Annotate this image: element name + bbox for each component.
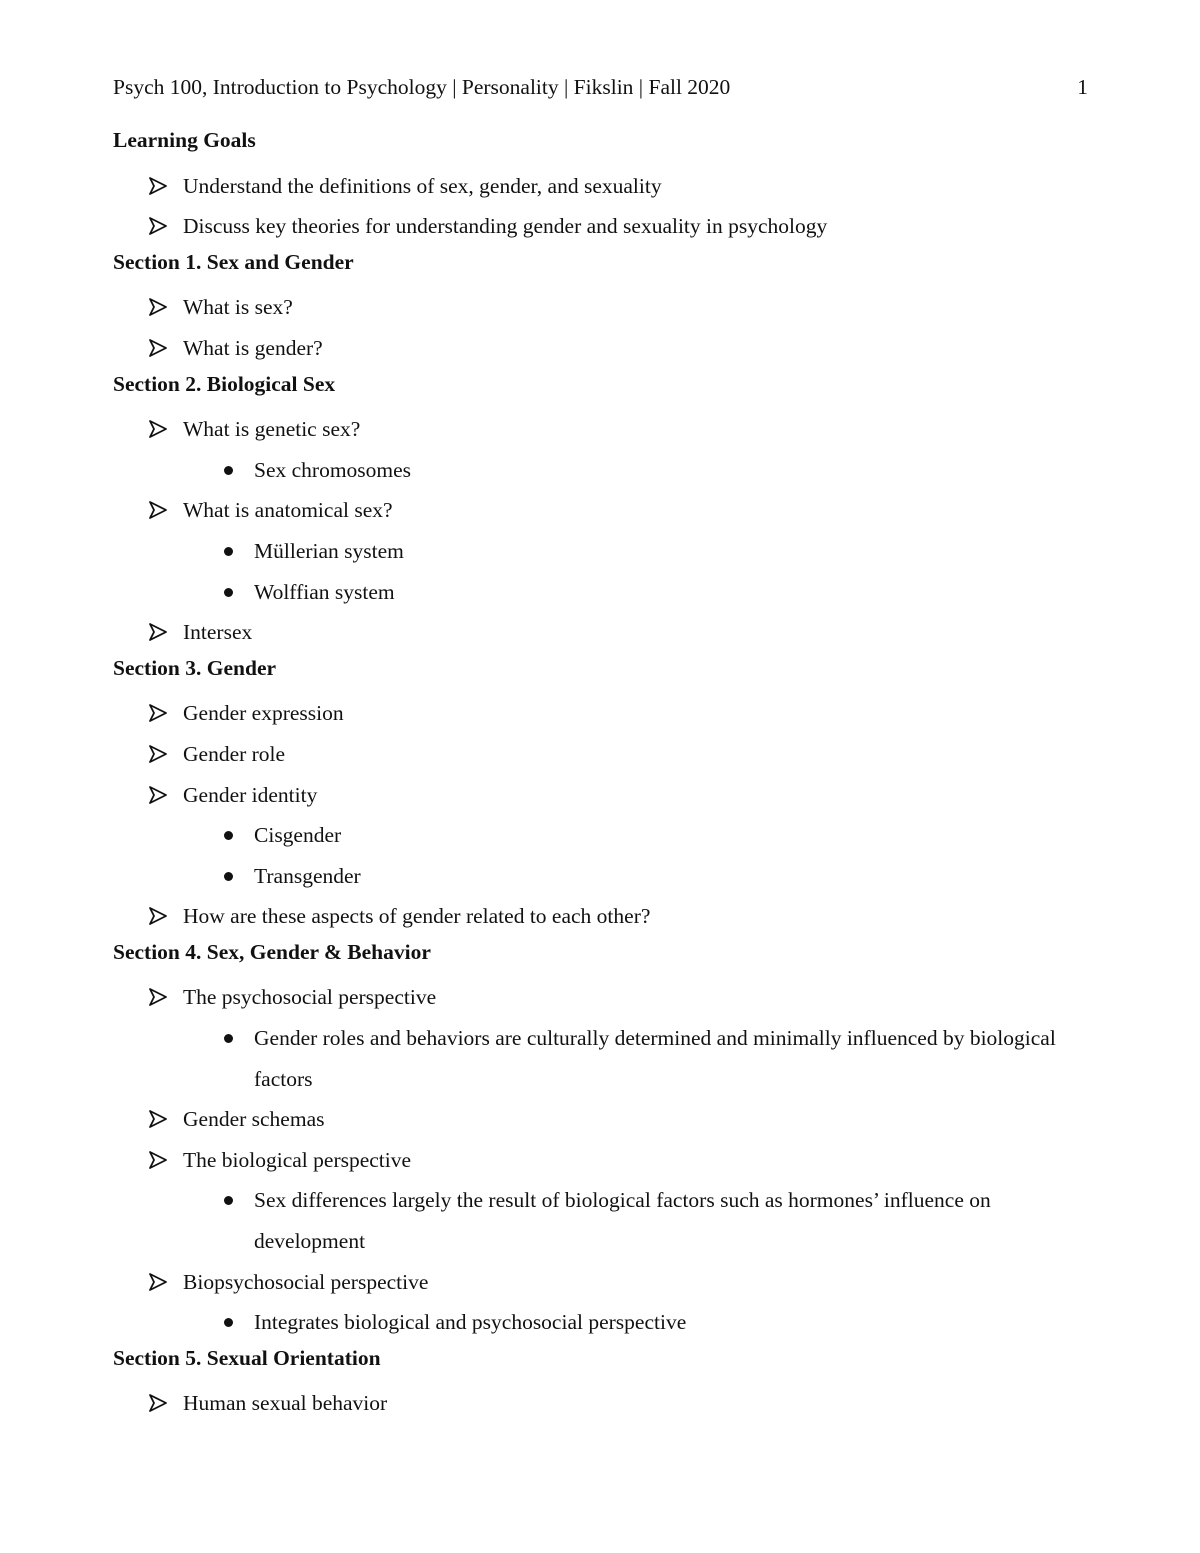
sub-list-item-text: Cisgender	[254, 823, 342, 848]
sub-list-item	[113, 856, 1088, 897]
list-item-text: Gender role	[183, 741, 286, 766]
list-item	[113, 612, 1088, 653]
list-item-text: What is genetic sex?	[183, 417, 361, 442]
round-bullet-icon	[224, 1196, 233, 1205]
list-item	[113, 693, 1088, 734]
list-item	[113, 166, 1088, 207]
arrowhead-bullet-icon	[149, 786, 167, 804]
arrowhead-bullet-icon	[149, 339, 167, 357]
list-item	[113, 977, 1088, 1018]
document-body	[113, 125, 1088, 1424]
sub-list-item-text: Integrates biological and psychosocial perspective	[254, 1310, 687, 1335]
arrowhead-bullet-icon	[149, 623, 167, 641]
sub-list-item	[113, 531, 1088, 572]
list-item-text: Understand the definitions of sex, gender, and sexuality	[183, 173, 662, 198]
sub-list-item-text: Gender roles and behaviors are culturally determined and minimally influenced by biological factors	[254, 1026, 1056, 1091]
arrowhead-bullet-icon	[149, 745, 167, 763]
sub-list-item	[113, 450, 1088, 491]
round-bullet-icon	[224, 547, 233, 556]
sub-list-item	[113, 815, 1088, 856]
arrowhead-bullet-icon	[149, 1273, 167, 1291]
list-item-text: What is gender?	[183, 335, 323, 360]
sub-list-item-text: Sex differences largely the result of biological factors such as hormones’ influence on development	[254, 1188, 991, 1254]
list-item	[113, 775, 1088, 816]
list-item	[113, 1262, 1088, 1303]
list-item	[113, 409, 1088, 450]
list-item	[113, 328, 1088, 369]
arrowhead-bullet-icon	[149, 501, 167, 519]
section-heading-5: Section 5. Sexual Orientation	[113, 1345, 381, 1370]
list-item	[113, 734, 1088, 775]
list-item	[113, 1140, 1088, 1181]
page-header	[113, 72, 1088, 102]
arrowhead-bullet-icon	[149, 298, 167, 316]
section-heading-3: Section 3. Gender	[113, 655, 277, 680]
arrowhead-bullet-icon	[149, 1110, 167, 1128]
arrowhead-bullet-icon	[149, 1394, 167, 1412]
arrowhead-bullet-icon	[149, 420, 167, 438]
list-item	[113, 490, 1088, 531]
header-text: Psych 100, Introduction to Psychology | Personality | Fikslin | Fall 2020	[113, 75, 731, 99]
list-item-text: What is anatomical sex?	[183, 498, 393, 523]
list-item-text: What is sex?	[183, 295, 293, 320]
list-item	[113, 896, 1088, 937]
sub-list-item	[113, 1018, 1088, 1099]
round-bullet-icon	[224, 1034, 233, 1043]
list-item-text: Discuss key theories for understanding gender and sexuality in psychology	[183, 214, 828, 239]
list-item-text: The biological perspective	[183, 1147, 412, 1172]
round-bullet-icon	[224, 872, 233, 881]
page-number: 1	[1077, 75, 1088, 99]
list-item	[113, 1383, 1088, 1424]
list-item-text: Intersex	[183, 620, 253, 645]
sub-list-item	[113, 572, 1088, 613]
arrowhead-bullet-icon	[149, 907, 167, 925]
list-item	[113, 206, 1088, 247]
round-bullet-icon	[224, 831, 233, 840]
list-item	[113, 287, 1088, 328]
arrowhead-bullet-icon	[149, 1151, 167, 1169]
section-heading-4: Section 4. Sex, Gender & Behavior	[113, 939, 431, 964]
section-heading-learning-goals: Learning Goals	[113, 128, 256, 152]
round-bullet-icon	[224, 466, 233, 475]
arrowhead-bullet-icon	[149, 704, 167, 722]
list-item-text: How are these aspects of gender related to each other?	[183, 904, 651, 929]
list-item-text: Gender expression	[183, 701, 344, 726]
list-item-text: Biopsychosocial perspective	[183, 1269, 429, 1294]
list-item-text: Human sexual behavior	[183, 1391, 388, 1416]
list-item	[113, 1099, 1088, 1140]
round-bullet-icon	[224, 1318, 233, 1327]
round-bullet-icon	[224, 588, 233, 597]
arrowhead-bullet-icon	[149, 988, 167, 1006]
sub-list-item	[113, 1180, 1088, 1261]
arrowhead-bullet-icon	[149, 217, 167, 235]
list-item-text: Gender schemas	[183, 1107, 325, 1132]
sub-list-item-text: Müllerian system	[254, 538, 404, 563]
sub-list-item-text: Transgender	[254, 863, 361, 888]
sub-list-item	[113, 1302, 1088, 1343]
list-item-text: The psychosocial perspective	[183, 985, 437, 1010]
list-item-text: Gender identity	[183, 782, 318, 807]
section-heading-1: Section 1. Sex and Gender	[113, 249, 354, 274]
section-heading-2: Section 2. Biological Sex	[113, 371, 336, 396]
arrowhead-bullet-icon	[149, 177, 167, 195]
sub-list-item-text: Wolffian system	[254, 579, 395, 604]
sub-list-item-text: Sex chromosomes	[254, 457, 412, 482]
